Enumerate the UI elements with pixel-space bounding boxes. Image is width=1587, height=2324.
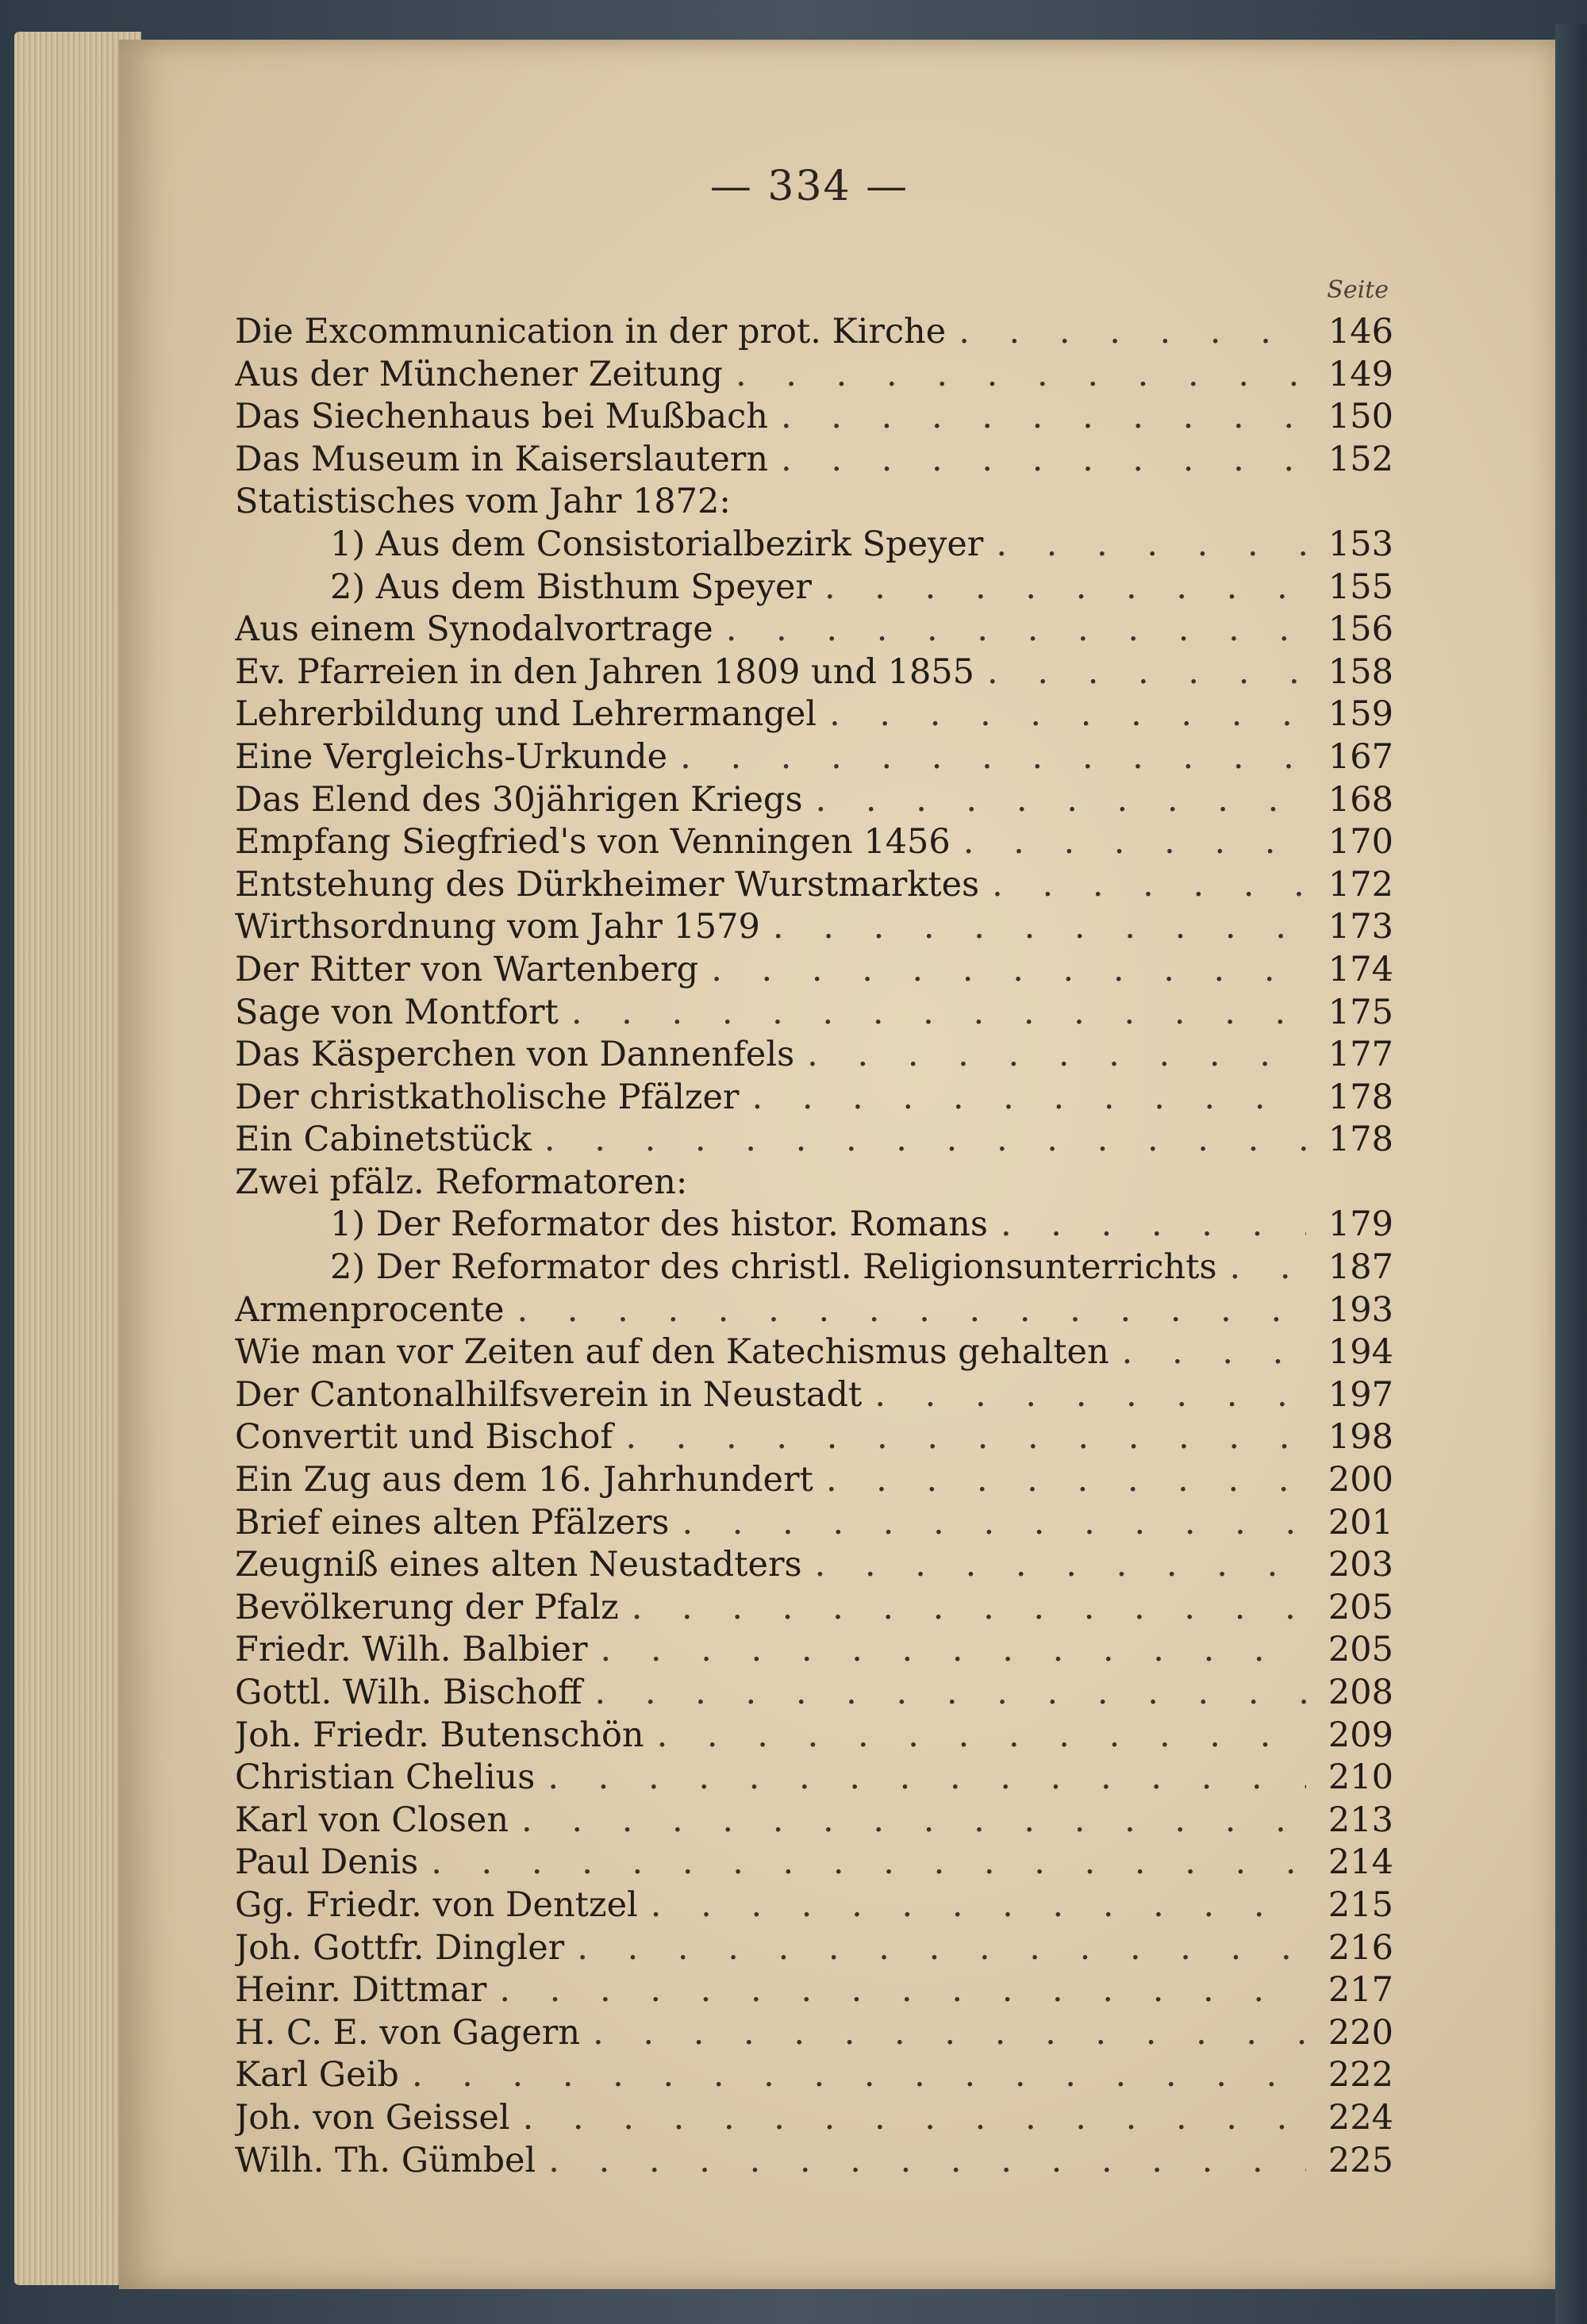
toc-entry	[235, 397, 1393, 440]
toc-entry	[235, 2098, 1393, 2141]
toc-leader-dots	[813, 1460, 1306, 1500]
toc-entry-page: 149	[1328, 354, 1393, 394]
toc-entry-page: 205	[1328, 1587, 1393, 1627]
toc-entry	[235, 1545, 1393, 1588]
toc-leader-dots	[988, 1204, 1306, 1244]
toc-entry	[235, 1204, 1393, 1247]
toc-leader-dots	[667, 737, 1306, 777]
toc-entry-title: Wie man vor Zeiten auf den Katechismus gehalten	[235, 1332, 1109, 1373]
toc-entry-page: 200	[1328, 1460, 1393, 1500]
toc-leader-dots	[559, 993, 1306, 1032]
toc-leader-dots	[698, 950, 1306, 989]
toc-entry	[235, 652, 1393, 695]
toc-entry-page: 224	[1328, 2097, 1393, 2138]
toc-entry-title: Brief eines alten Pfälzers	[235, 1502, 670, 1542]
column-label: Seite	[1327, 276, 1389, 304]
toc-entry-page: 215	[1328, 1884, 1393, 1925]
toc-entry-title: Ev. Pfarreien in den Jahren 1809 und 1855	[235, 651, 975, 692]
toc-leader-dots	[644, 1715, 1306, 1755]
toc-leader-dots	[794, 1035, 1306, 1074]
toc-entry-page: 205	[1328, 1630, 1393, 1670]
toc-entry-page: 155	[1328, 567, 1393, 607]
toc-entry-title: Bevölkerung der Pfalz	[235, 1587, 619, 1627]
toc-entry-title: Sage von Montfort	[235, 992, 559, 1032]
toc-entry-title: Der Cantonalhilfsverein in Neustadt	[235, 1374, 863, 1415]
toc-entry-title: Heinr. Dittmar	[235, 1970, 487, 2011]
toc-entry	[235, 1715, 1393, 1758]
toc-entry-title: 1) Aus dem Consistorialbezirk Speyer	[330, 524, 984, 564]
toc-entry-title: Armenprocente	[235, 1289, 505, 1330]
toc-leader-dots	[768, 397, 1306, 436]
toc-entry-title: Der Ritter von Wartenberg	[235, 949, 699, 989]
toc-entry	[235, 907, 1393, 950]
toc-entry	[235, 524, 1393, 567]
toc-entry-title: Die Excommunication in der prot. Kirche	[235, 312, 947, 351]
toc-entry	[235, 1800, 1393, 1843]
toc-entry-page: 209	[1328, 1715, 1393, 1755]
toc-entry	[235, 737, 1393, 780]
table-of-contents	[235, 312, 1393, 2183]
toc-entry-page: 216	[1328, 1927, 1393, 1968]
toc-leader-dots	[817, 694, 1306, 734]
toc-entry-title: Entstehung des Dürkheimer Wurstmarktes	[235, 864, 980, 905]
toc-entry-page: 220	[1328, 2012, 1393, 2053]
toc-entry	[235, 694, 1393, 737]
toc-entry-page: 167	[1328, 736, 1393, 777]
toc-entry-title: Ein Cabinetstück	[235, 1120, 532, 1160]
toc-entry-title: Das Käsperchen von Dannenfels	[235, 1035, 795, 1075]
toc-leader-dots	[760, 907, 1306, 947]
toc-entry	[235, 312, 1393, 355]
toc-entry	[235, 2055, 1393, 2098]
toc-entry	[235, 1970, 1393, 2013]
toc-entry-page: 187	[1328, 1247, 1393, 1288]
toc-entry-title: 1) Der Reformator des histor. Romans	[330, 1204, 988, 1245]
toc-entry-page: 193	[1328, 1289, 1393, 1330]
toc-entry-title: Eine Vergleichs-Urkunde	[235, 736, 668, 777]
toc-entry-page: 178	[1328, 1120, 1393, 1160]
toc-entry-title: Der christkatholische Pfälzer	[235, 1077, 740, 1117]
toc-leader-dots	[1217, 1247, 1306, 1287]
toc-entry-title: Zwei pfälz. Reformatoren:	[235, 1162, 688, 1202]
toc-leader-dots	[946, 312, 1306, 351]
toc-leader-dots	[669, 1503, 1306, 1542]
toc-entry-page: 178	[1328, 1077, 1393, 1117]
toc-entry-page: 174	[1328, 949, 1393, 989]
toc-entry-page: 203	[1328, 1545, 1393, 1585]
toc-entry-title: Christian Chelius	[235, 1757, 536, 1798]
toc-entry-title: Joh. Friedr. Butenschön	[235, 1715, 644, 1755]
toc-leader-dots	[638, 1885, 1306, 1925]
toc-leader-dots	[740, 1077, 1307, 1117]
toc-entry-page: 152	[1328, 439, 1393, 479]
toc-entry	[235, 1842, 1393, 1885]
toc-entry	[235, 1035, 1393, 1077]
page-number: — 334 —	[709, 163, 909, 210]
toc-entry-title: H. C. E. von Gagern	[235, 2012, 581, 2053]
toc-entry-title: Wilh. Th. Gümbel	[235, 2140, 536, 2180]
toc-leader-dots	[613, 1417, 1306, 1457]
toc-entry	[235, 440, 1393, 482]
toc-entry-title: Gottl. Wilh. Bischoff	[235, 1673, 582, 1712]
toc-entry	[235, 1332, 1393, 1375]
toc-entry-title: Karl Geib	[235, 2055, 399, 2095]
toc-leader-dots	[951, 822, 1306, 862]
toc-entry-page: 197	[1328, 1374, 1393, 1415]
toc-entry-title: Joh. von Geissel	[235, 2097, 510, 2138]
toc-entry-title: Gg. Friedr. von Dentzel	[235, 1884, 638, 1925]
toc-entry	[235, 1630, 1393, 1673]
toc-leader-dots	[802, 1545, 1306, 1585]
toc-entry-page: 222	[1328, 2055, 1393, 2095]
toc-leader-dots	[504, 1290, 1306, 1330]
toc-entry-title: Convertit und Bischof	[235, 1417, 613, 1458]
toc-entry-page: 208	[1328, 1673, 1393, 1712]
toc-entry-page: 214	[1328, 1842, 1393, 1883]
toc-entry-page: 179	[1328, 1204, 1393, 1245]
toc-entry-title: Ein Zug aus dem 16. Jahrhundert	[235, 1460, 813, 1500]
toc-leader-dots	[580, 2013, 1306, 2053]
toc-entry-title: Statistisches vom Jahr 1872:	[235, 482, 731, 522]
toc-entry-page: 198	[1328, 1417, 1393, 1458]
toc-entry-title: Empfang Siegfried's von Venningen 1456	[235, 822, 951, 862]
toc-entry-page: 153	[1328, 524, 1393, 564]
toc-entry	[235, 482, 1393, 524]
toc-leader-dots	[510, 2098, 1306, 2138]
toc-leader-dots	[564, 1928, 1306, 1968]
toc-entry-page: 177	[1328, 1035, 1393, 1075]
toc-leader-dots	[535, 1757, 1306, 1797]
toc-entry-page: 156	[1328, 609, 1393, 650]
toc-leader-dots	[532, 1120, 1306, 1159]
toc-entry	[235, 1757, 1393, 1800]
toc-entry-title: Lehrerbildung und Lehrermangel	[235, 694, 817, 735]
toc-entry	[235, 1588, 1393, 1631]
toc-leader-dots	[588, 1630, 1306, 1669]
toc-entry	[235, 355, 1393, 398]
toc-entry-title: Aus der Münchener Zeitung	[235, 354, 723, 394]
toc-entry-page: 194	[1328, 1332, 1393, 1373]
toc-entry-page: 146	[1328, 312, 1393, 351]
toc-leader-dots	[979, 865, 1306, 905]
toc-leader-dots	[619, 1588, 1306, 1627]
toc-entry	[235, 1120, 1393, 1162]
toc-entry	[235, 993, 1393, 1035]
toc-entry	[235, 1673, 1393, 1715]
toc-entry-page: 201	[1328, 1502, 1393, 1542]
toc-entry-title: Zeugniß eines alten Neustadters	[235, 1545, 802, 1585]
toc-entry	[235, 950, 1393, 993]
toc-entry	[235, 1417, 1393, 1460]
toc-entry	[235, 1885, 1393, 1928]
toc-entry-title: Karl von Closen	[235, 1800, 509, 1840]
toc-entry-title: 2) Aus dem Bisthum Speyer	[330, 567, 812, 607]
toc-entry-page: 210	[1328, 1757, 1393, 1798]
toc-entry	[235, 822, 1393, 865]
toc-leader-dots	[1109, 1332, 1306, 1372]
toc-entry-page: 213	[1328, 1800, 1393, 1840]
toc-leader-dots	[812, 567, 1306, 607]
toc-leader-dots	[418, 1842, 1306, 1882]
toc-entry	[235, 1290, 1393, 1333]
toc-leader-dots	[974, 652, 1306, 692]
book-cover-edge	[1555, 24, 1587, 2324]
toc-leader-dots	[486, 1970, 1306, 2010]
toc-entry	[235, 2141, 1393, 2184]
toc-entry-title: Friedr. Wilh. Balbier	[235, 1630, 588, 1670]
toc-entry-title: Das Siechenhaus bei Mußbach	[235, 397, 768, 437]
toc-entry	[235, 1077, 1393, 1120]
toc-leader-dots	[862, 1375, 1306, 1415]
toc-entry-title: Aus einem Synodalvortrage	[235, 609, 713, 650]
toc-entry-page: 150	[1328, 397, 1393, 437]
toc-entry-title: Wirthsordnung vom Jahr 1579	[235, 907, 760, 947]
toc-entry-page: 173	[1328, 907, 1393, 947]
toc-entry-page: 159	[1328, 694, 1393, 735]
toc-leader-dots	[536, 2141, 1306, 2180]
toc-entry-page: 170	[1328, 822, 1393, 862]
toc-entry-title: Paul Denis	[235, 1842, 419, 1883]
toc-entry	[235, 2013, 1393, 2056]
toc-entry	[235, 1375, 1393, 1418]
toc-entry-title: Das Museum in Kaiserslautern	[235, 439, 769, 479]
toc-entry-page: 158	[1328, 651, 1393, 692]
toc-entry	[235, 1928, 1393, 1971]
toc-leader-dots	[509, 1800, 1306, 1840]
toc-entry-page: 225	[1328, 2140, 1393, 2180]
toc-leader-dots	[399, 2055, 1306, 2095]
toc-leader-dots	[983, 524, 1306, 564]
toc-entry-page: 175	[1328, 992, 1393, 1032]
toc-entry-title: 2) Der Reformator des christl. Religionsunterrichts	[330, 1247, 1217, 1288]
toc-entry	[235, 1460, 1393, 1503]
toc-entry-page: 172	[1328, 864, 1393, 905]
toc-entry	[235, 865, 1393, 908]
toc-leader-dots	[803, 780, 1306, 820]
toc-entry-page: 217	[1328, 1970, 1393, 2011]
toc-entry	[235, 567, 1393, 610]
toc-leader-dots	[723, 355, 1306, 394]
toc-entry	[235, 609, 1393, 652]
toc-leader-dots	[713, 609, 1306, 649]
toc-entry	[235, 1247, 1393, 1290]
toc-entry-page: 168	[1328, 779, 1393, 820]
toc-leader-dots	[582, 1673, 1307, 1712]
toc-leader-dots	[768, 440, 1306, 479]
toc-entry	[235, 1162, 1393, 1205]
toc-entry	[235, 1503, 1393, 1546]
toc-entry-title: Das Elend des 30jährigen Kriegs	[235, 779, 803, 820]
toc-entry-title: Joh. Gottfr. Dingler	[235, 1927, 565, 1968]
toc-entry	[235, 780, 1393, 823]
